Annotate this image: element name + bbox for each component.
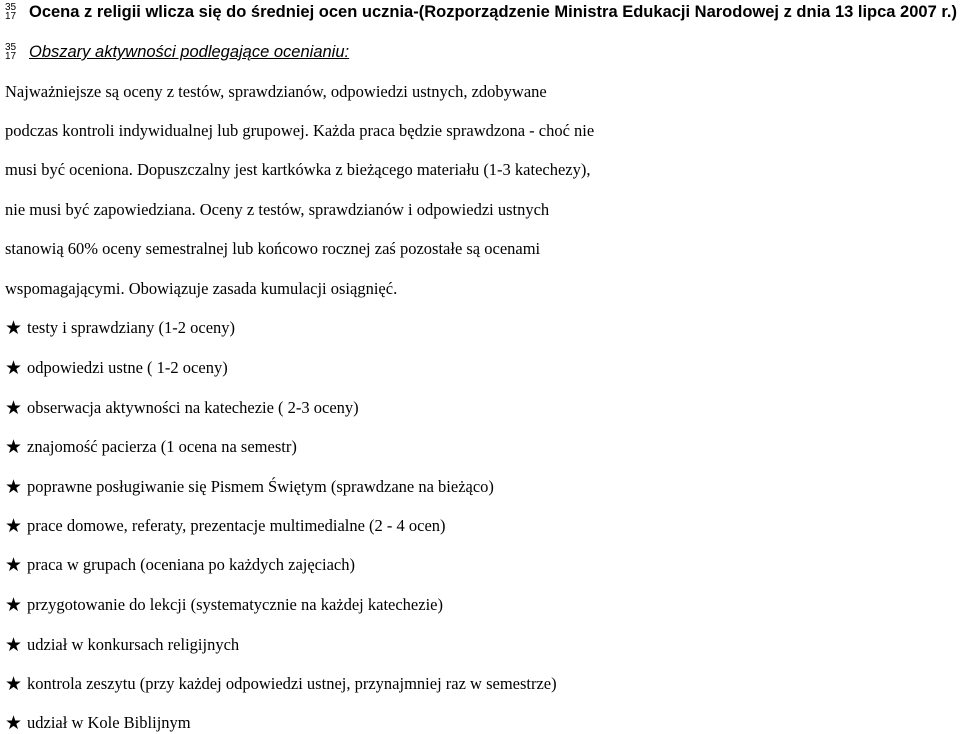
paragraph-line: wspomagającymi. Obowiązuje zasada kumulacji osiągnięć. bbox=[5, 279, 398, 298]
paragraph-line: stanowią 60% oceny semestralnej lub końcowo rocznej zaś pozostałe są ocenami bbox=[5, 239, 541, 258]
list-item-text: poprawne posługiwanie się Pismem Świętym (sprawdzane na bieżąco) bbox=[27, 477, 494, 496]
paragraph-line: Najważniejsze są oceny z testów, sprawdzianów, odpowiedzi ustnych, zdobywane bbox=[5, 82, 547, 101]
list-item bbox=[5, 555, 355, 575]
list-item bbox=[5, 674, 557, 694]
star-icon: ★ bbox=[5, 673, 23, 695]
star-icon: ★ bbox=[5, 397, 23, 419]
document-title: Ocena z religii wlicza się do średniej ocen ucznia-(Rozporządzenie Ministra Edukacji Narodowej z dnia 13 lipca 2007 r.) bbox=[29, 3, 957, 21]
star-icon: ★ bbox=[5, 436, 23, 458]
list-item bbox=[5, 358, 228, 378]
list-item bbox=[5, 477, 494, 497]
section-page-number bbox=[5, 43, 21, 61]
list-item bbox=[5, 713, 191, 733]
list-item-text: udział w konkursach religijnych bbox=[27, 635, 240, 654]
list-item-text: praca w grupach (oceniana po każdych zajęciach) bbox=[27, 555, 355, 574]
star-icon: ★ bbox=[5, 317, 23, 339]
paragraph-line: musi być oceniona. Dopuszczalny jest kartkówka z bieżącego materiału (1-3 katechezy), bbox=[5, 160, 591, 179]
list-item-text: testy i sprawdziany (1-2 oceny) bbox=[27, 318, 236, 337]
list-item bbox=[5, 635, 239, 655]
star-icon: ★ bbox=[5, 515, 23, 537]
document-heading bbox=[5, 2, 957, 22]
list-item-text: znajomość pacierza (1 ocena na semestr) bbox=[27, 437, 297, 456]
star-icon: ★ bbox=[5, 476, 23, 498]
page-number bbox=[5, 3, 21, 21]
list-item-text: kontrola zeszytu (przy każdej odpowiedzi ustnej, przynajmniej raz w semestrze) bbox=[27, 674, 557, 693]
star-icon: ★ bbox=[5, 357, 23, 379]
star-icon: ★ bbox=[5, 554, 23, 576]
star-icon: ★ bbox=[5, 634, 23, 656]
section-page-number-bottom: 17 bbox=[5, 51, 17, 62]
page-number-top: 35 bbox=[5, 2, 17, 13]
list-item-text: odpowiedzi ustne ( 1-2 oceny) bbox=[27, 358, 228, 377]
section-page-number-top: 35 bbox=[5, 42, 17, 53]
list-item bbox=[5, 516, 446, 536]
paragraph-line: nie musi być zapowiedziana. Oceny z testów, sprawdzianów i odpowiedzi ustnych bbox=[5, 200, 550, 219]
star-icon: ★ bbox=[5, 594, 23, 616]
star-icon: ★ bbox=[5, 712, 23, 734]
list-item bbox=[5, 398, 359, 418]
list-item bbox=[5, 437, 297, 457]
list-item bbox=[5, 318, 235, 338]
list-item-text: udział w Kole Biblijnym bbox=[27, 713, 191, 732]
list-item bbox=[5, 595, 443, 615]
page-number-bottom: 17 bbox=[5, 11, 17, 22]
section-subtitle: Obszary aktywności podlegające ocenianiu: bbox=[29, 43, 350, 61]
paragraph-line: podczas kontroli indywidualnej lub grupowej. Każda praca będzie sprawdzona - choć nie bbox=[5, 121, 595, 140]
list-item-text: prace domowe, referaty, prezentacje multimedialne (2 - 4 ocen) bbox=[27, 516, 446, 535]
list-item-text: przygotowanie do lekcji (systematycznie na każdej katechezie) bbox=[27, 595, 443, 614]
list-item-text: obserwacja aktywności na katechezie ( 2-3 oceny) bbox=[27, 398, 359, 417]
section-heading bbox=[5, 42, 349, 62]
